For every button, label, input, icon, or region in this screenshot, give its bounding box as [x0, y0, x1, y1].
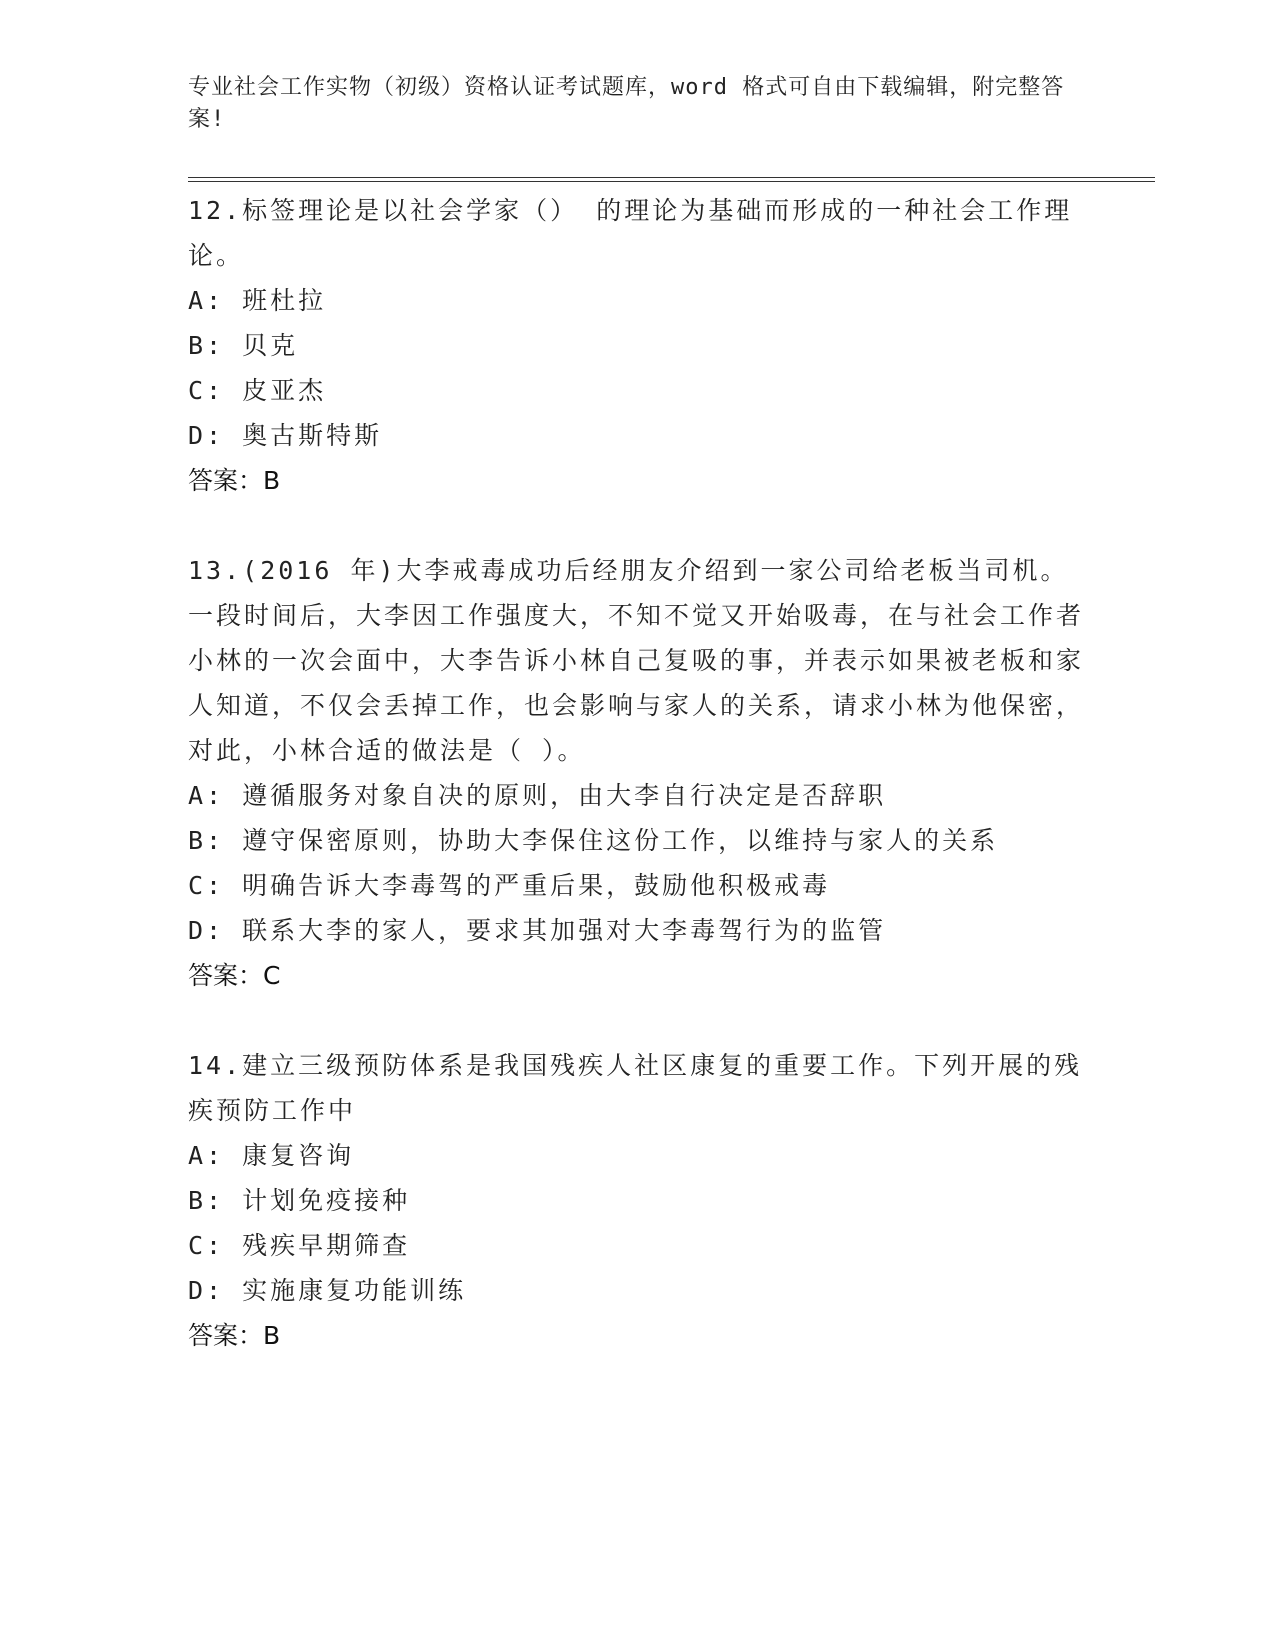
- option-c: C: 皮亚杰: [188, 376, 327, 405]
- option-b: B: 贝克: [188, 331, 299, 360]
- question-13: [188, 548, 1088, 998]
- option-a: A: 遵循服务对象自决的原则，由大李自行决定是否辞职: [188, 781, 887, 810]
- answer-line: 答案：B: [188, 466, 281, 495]
- header-rule-bottom: [188, 181, 1155, 182]
- question-spacer: [188, 503, 1088, 548]
- document-header: 专业社会工作实物（初级）资格认证考试题库，word 格式可自由下载编辑，附完整答案!: [188, 75, 1065, 132]
- question-spacer: [188, 998, 1088, 1043]
- header-rule-top: [188, 177, 1155, 178]
- question-stem: 14.建立三级预防体系是我国残疾人社区康复的重要工作。下列开展的残疾预防工作中: [188, 1051, 1083, 1125]
- option-c: C: 残疾早期筛查: [188, 1231, 411, 1260]
- option-b: B: 计划免疫接种: [188, 1186, 411, 1215]
- answer-line: 答案：C: [188, 961, 281, 990]
- question-stem: 13.(2016 年)大李戒毒成功后经朋友介绍到一家公司给老板当司机。一段时间后，大李因工作强度大，不知不觉又开始吸毒，在与社会工作者小林的一次会面中，大李告诉小林自己复吸的事，并表示如果被老板和家人知道，不仅会丢掉工作，也会影响与家人的关系，请求小林为他保密，对此，小林合适的做法是（ ）。: [188, 556, 1085, 765]
- option-b: B: 遵守保密原则，协助大李保住这份工作，以维持与家人的关系: [188, 826, 999, 855]
- option-d: D: 实施康复功能训练: [188, 1276, 467, 1305]
- question-stem: 12.标签理论是以社会学家（） 的理论为基础而形成的一种社会工作理论。: [188, 196, 1073, 270]
- option-d: D: 奥古斯特斯: [188, 421, 383, 450]
- option-a: A: 康复咨询: [188, 1141, 355, 1170]
- answer-line: 答案：B: [188, 1321, 281, 1350]
- option-a: A: 班杜拉: [188, 286, 327, 315]
- question-list: [188, 188, 1088, 1358]
- option-d: D: 联系大李的家人，要求其加强对大李毒驾行为的监管: [188, 916, 887, 945]
- option-c: C: 明确告诉大李毒驾的严重后果，鼓励他积极戒毒: [188, 871, 831, 900]
- question-14: [188, 1043, 1088, 1358]
- question-12: [188, 188, 1088, 503]
